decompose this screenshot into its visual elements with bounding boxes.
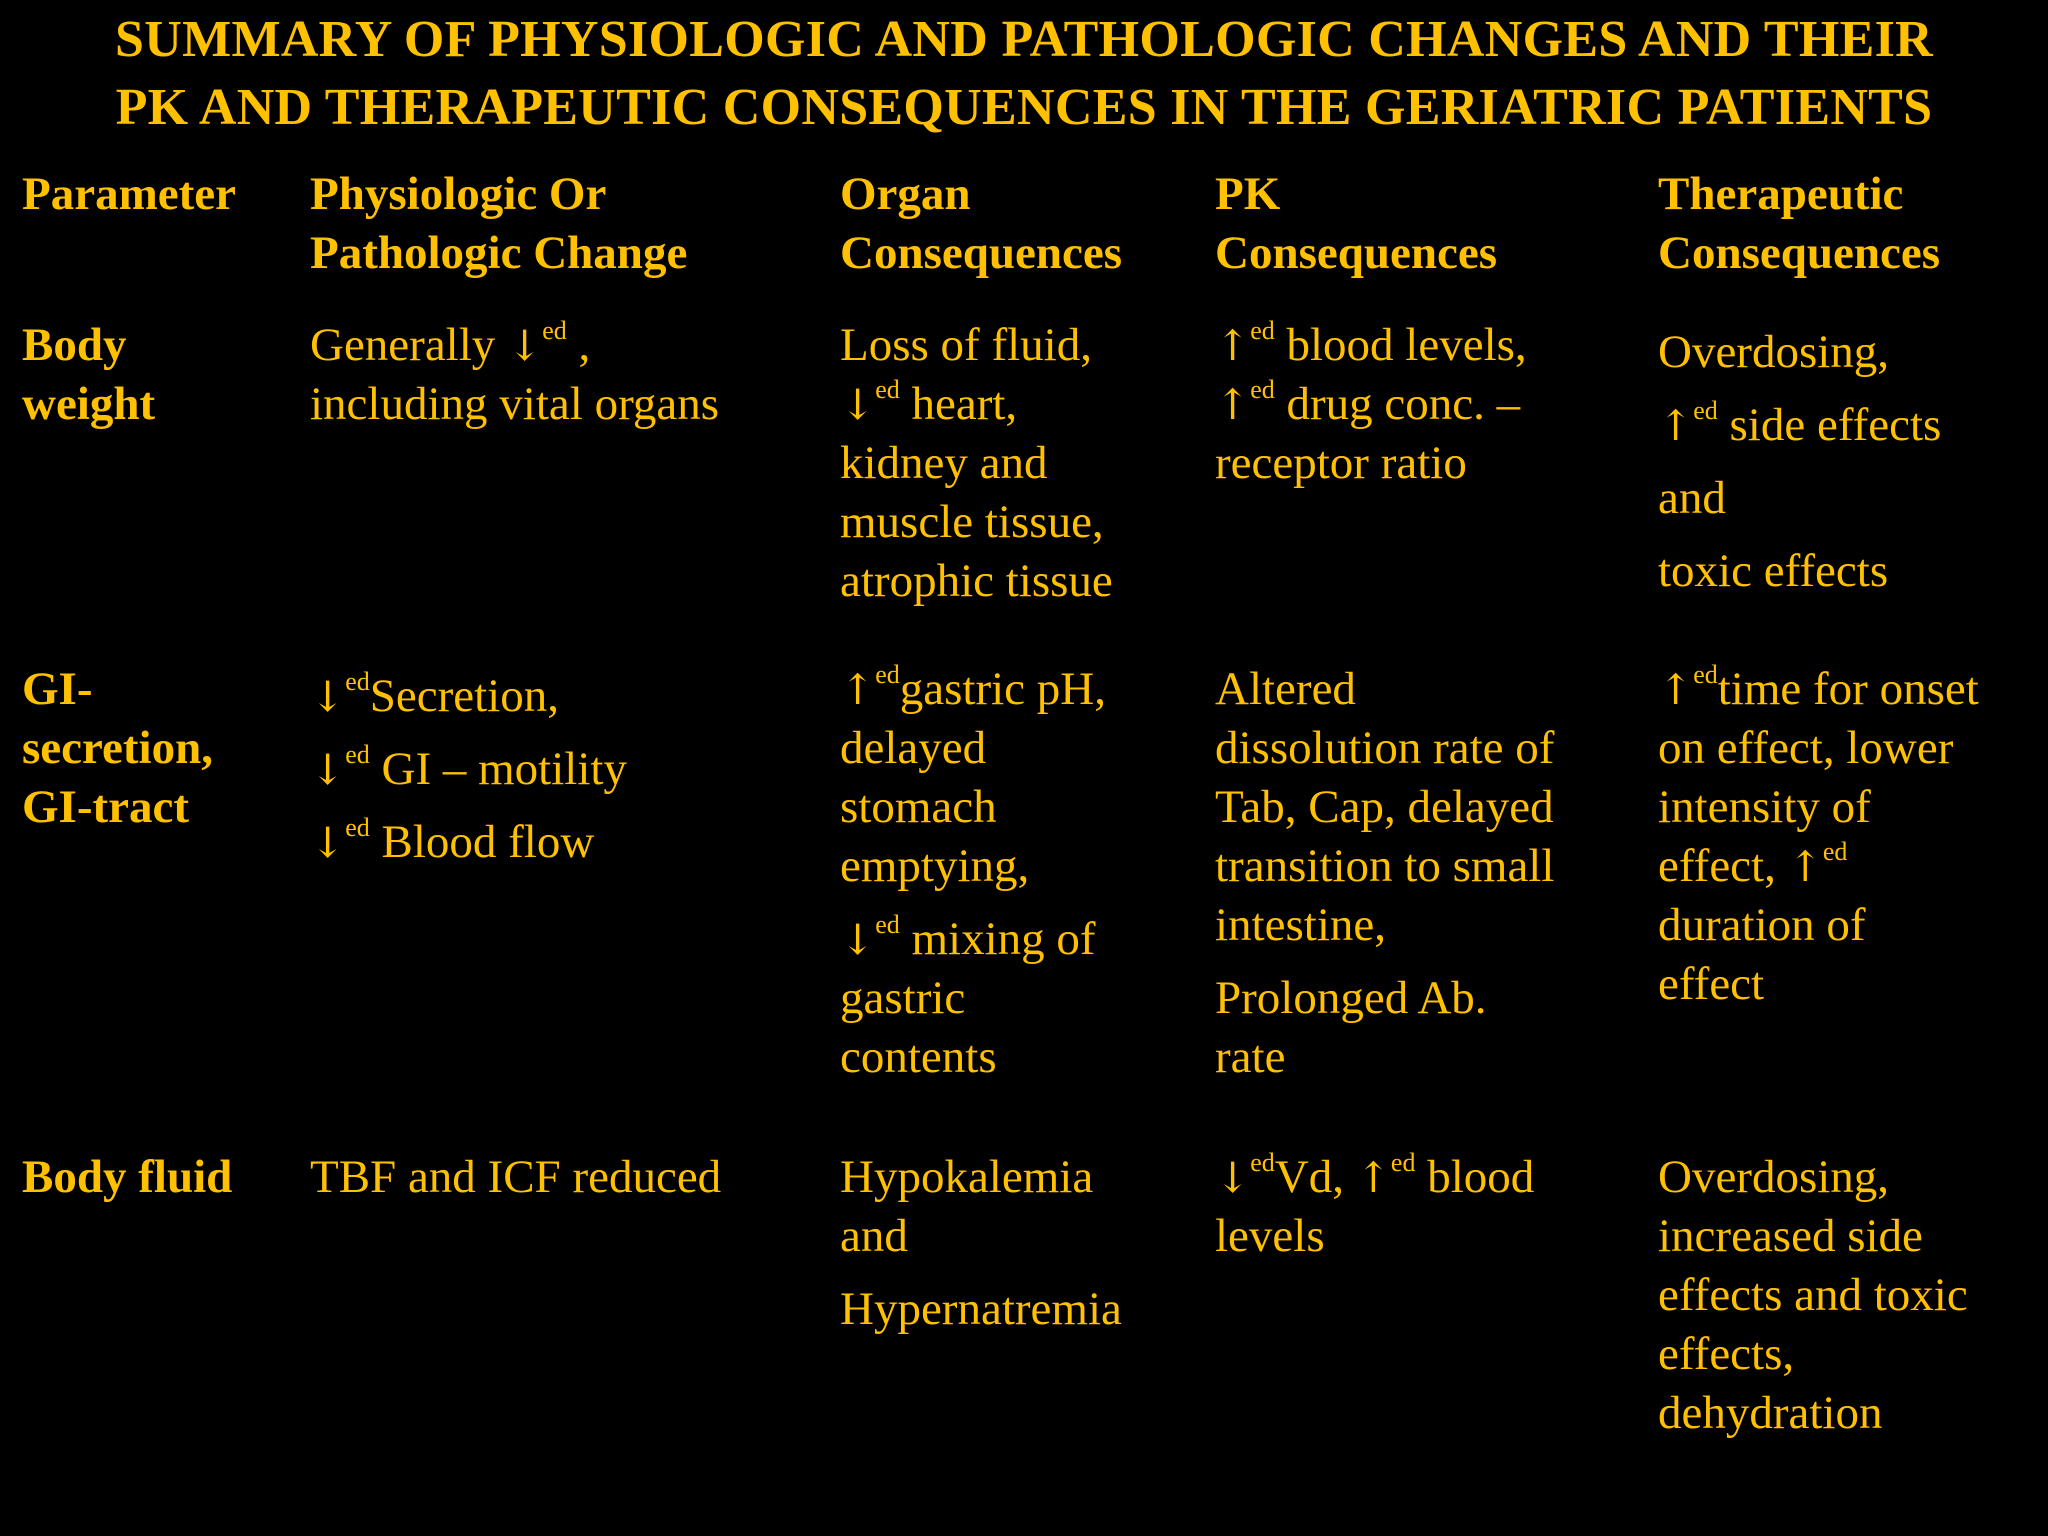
row-body-fluid-pk	[1215, 1148, 1534, 1266]
change-line	[310, 733, 627, 806]
therapeutic-line	[1658, 660, 1979, 719]
organ-line: and	[840, 1210, 908, 1262]
change-line	[310, 806, 627, 879]
header-change	[310, 165, 687, 283]
text: mixing of	[899, 913, 1096, 965]
organ-line: Hypernatremia	[840, 1283, 1122, 1335]
text: effect,	[1658, 840, 1788, 892]
organ-line: Hypokalemia	[840, 1151, 1094, 1203]
therapeutic-line: increased side	[1658, 1210, 1923, 1262]
ed-superscript: ed	[345, 813, 370, 843]
text: blood levels,	[1274, 319, 1527, 371]
header-change-line-1: Physiologic Or	[310, 168, 607, 220]
param-line: weight	[22, 378, 156, 430]
down-arrow-icon: ↓	[840, 380, 876, 429]
ed-superscript: ed	[1390, 1148, 1416, 1178]
therapeutic-line	[1658, 837, 1979, 896]
up-arrow-icon: ↑	[1355, 1153, 1391, 1202]
text: Vd,	[1274, 1151, 1356, 1203]
row-body-fluid-organ	[840, 1148, 1122, 1339]
header-pk-line-1: PK	[1215, 168, 1281, 220]
pk-line	[1215, 1148, 1534, 1207]
organ-line: Loss of fluid,	[840, 319, 1092, 371]
header-therapeutic-line-1: Therapeutic	[1658, 168, 1904, 220]
text: side effects	[1717, 399, 1942, 451]
pk-line: dissolution rate of	[1215, 722, 1555, 774]
organ-line	[840, 910, 1106, 969]
row-body-weight-change	[310, 316, 719, 434]
header-parameter	[22, 165, 236, 224]
organ-line: contents	[840, 1031, 997, 1083]
text: Secretion,	[369, 670, 559, 722]
therapeutic-line	[1658, 389, 1941, 462]
text: Blood flow	[369, 816, 595, 868]
row-body-fluid-parameter	[22, 1148, 232, 1207]
organ-line: gastric	[840, 972, 966, 1024]
header-pk	[1215, 165, 1497, 283]
ed-superscript: ed	[1250, 375, 1275, 405]
row-body-fluid-therapeutic	[1658, 1148, 1968, 1443]
down-arrow-icon: ↓	[1215, 1153, 1251, 1202]
row-body-weight-pk	[1215, 316, 1527, 493]
change-line: TBF and ICF reduced	[310, 1151, 722, 1203]
text: drug conc. –	[1274, 378, 1521, 430]
row-body-fluid-change	[310, 1148, 721, 1207]
pk-line: transition to small	[1215, 840, 1555, 892]
up-arrow-icon: ↑	[840, 665, 876, 714]
therapeutic-line: effects and toxic	[1658, 1269, 1968, 1321]
title-line-1: SUMMARY OF PHYSIOLOGIC AND PATHOLOGIC CHANGES AND THEIR	[115, 11, 1933, 68]
therapeutic-line: duration of	[1658, 899, 1866, 951]
row-gi-therapeutic	[1658, 660, 1979, 1014]
text: blood	[1415, 1151, 1535, 1203]
row-body-weight-organ	[840, 316, 1113, 611]
text: GI – motility	[369, 743, 627, 795]
ed-superscript: ed	[1250, 1148, 1275, 1178]
pk-line: rate	[1215, 1031, 1286, 1083]
down-arrow-icon: ↓	[310, 818, 346, 867]
therapeutic-line: effects,	[1658, 1328, 1795, 1380]
text: Generally	[310, 319, 508, 371]
therapeutic-line: effect	[1658, 958, 1765, 1010]
therapeutic-line: intensity of	[1658, 781, 1871, 833]
header-therapeutic-line-2: Consequences	[1658, 227, 1941, 279]
organ-line: muscle tissue,	[840, 496, 1104, 548]
down-arrow-icon: ↓	[507, 321, 543, 370]
therapeutic-line: on effect, lower	[1658, 722, 1954, 774]
slide-title	[0, 6, 2048, 142]
param-line: Body	[22, 319, 127, 371]
pk-line: levels	[1215, 1210, 1325, 1262]
up-arrow-icon: ↑	[1215, 380, 1251, 429]
therapeutic-line: Overdosing,	[1658, 326, 1890, 378]
ed-superscript: ed	[875, 910, 900, 940]
pk-line: intestine,	[1215, 899, 1386, 951]
ed-superscript: ed	[542, 316, 567, 346]
down-arrow-icon: ↓	[840, 915, 876, 964]
header-organ-line-2: Consequences	[840, 227, 1123, 279]
change-line: including vital organs	[310, 378, 720, 430]
header-organ-line-1: Organ	[840, 168, 971, 220]
change-line	[310, 316, 719, 375]
pk-line	[1215, 316, 1527, 375]
header-parameter-text: Parameter	[22, 168, 236, 220]
param-line: GI-	[22, 663, 93, 715]
organ-line	[840, 375, 1113, 434]
param-line: GI-tract	[22, 781, 190, 833]
text: heart,	[899, 378, 1018, 430]
down-arrow-icon: ↓	[310, 745, 346, 794]
header-change-line-2: Pathologic Change	[310, 227, 688, 279]
ed-superscript: ed	[875, 375, 900, 405]
pk-line: Altered	[1215, 663, 1356, 715]
therapeutic-line: toxic effects	[1658, 545, 1889, 597]
pk-line: receptor ratio	[1215, 437, 1467, 489]
param-line: secretion,	[22, 722, 213, 774]
ed-superscript: ed	[1250, 316, 1275, 346]
text: time for onset	[1717, 663, 1979, 715]
title-line-2: PK AND THERAPEUTIC CONSEQUENCES IN THE GERIATRIC PATIENTS	[115, 79, 1933, 136]
header-organ	[840, 165, 1122, 283]
pk-line: Tab, Cap, delayed	[1215, 781, 1554, 833]
organ-line: atrophic tissue	[840, 555, 1113, 607]
up-arrow-icon: ↑	[1215, 321, 1251, 370]
row-gi-parameter	[22, 660, 213, 837]
up-arrow-icon: ↑	[1658, 665, 1694, 714]
row-body-weight-parameter	[22, 316, 155, 434]
change-line	[310, 660, 627, 733]
ed-superscript: ed	[875, 660, 900, 690]
header-therapeutic	[1658, 165, 1940, 283]
ed-superscript: ed	[345, 667, 370, 697]
organ-line: kidney and	[840, 437, 1048, 489]
therapeutic-line: Overdosing,	[1658, 1151, 1890, 1203]
therapeutic-line: dehydration	[1658, 1387, 1883, 1439]
row-gi-organ	[840, 660, 1106, 1087]
organ-line	[840, 660, 1106, 719]
organ-line: stomach	[840, 781, 997, 833]
pk-line: Prolonged Ab.	[1215, 972, 1487, 1024]
organ-line: delayed	[840, 722, 987, 774]
up-arrow-icon: ↑	[1787, 842, 1823, 891]
ed-superscript: ed	[1693, 660, 1718, 690]
therapeutic-line: and	[1658, 472, 1726, 524]
header-pk-line-2: Consequences	[1215, 227, 1498, 279]
param-line: Body fluid	[22, 1151, 233, 1203]
ed-superscript: ed	[1693, 396, 1718, 426]
down-arrow-icon: ↓	[310, 672, 346, 721]
row-gi-pk	[1215, 660, 1554, 1087]
pk-line	[1215, 375, 1527, 434]
organ-line: emptying,	[840, 840, 1030, 892]
ed-superscript: ed	[345, 740, 370, 770]
ed-superscript: ed	[1822, 837, 1848, 867]
text: ,	[566, 319, 591, 371]
row-gi-change	[310, 660, 627, 879]
text: gastric pH,	[899, 663, 1106, 715]
up-arrow-icon: ↑	[1658, 401, 1694, 450]
row-body-weight-therapeutic	[1658, 316, 1941, 608]
